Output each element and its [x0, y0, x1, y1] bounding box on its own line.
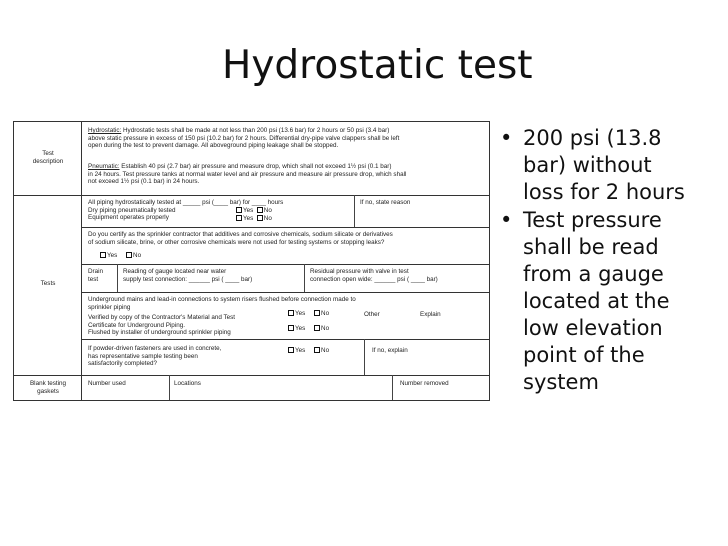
checkbox [100, 252, 106, 258]
bullet-line: 200 psi (13.8 [523, 126, 662, 150]
checkbox [288, 325, 294, 331]
checkbox [288, 310, 294, 316]
checkbox [257, 207, 263, 213]
bullet-item [496, 207, 726, 396]
verified-text: Verified by copy of the Contractor's Material and Test Certificate for Underground Piping. Flushed by installer of underground sprinkler piping [88, 314, 236, 337]
checkbox [126, 252, 132, 258]
slide-title: Hydrostatic test [222, 43, 533, 88]
other-label: Other [364, 311, 380, 318]
checkbox [236, 207, 242, 213]
fasteners-text: If powder-driven fasteners are used in concrete, has representative sample testing been satisfactorily completed? [88, 345, 222, 368]
bullet-dot-icon: • [500, 126, 513, 150]
certify-text: Do you certify as the sprinkler contractor that additives and corrosive chemicals, sodium silicate or derivatives of sodium silicate, brine, or other corrosive chemicals were not used for testing systems or stopping leaks? [88, 231, 393, 246]
divider [82, 292, 489, 293]
bullet-line: located at the [523, 289, 670, 313]
checkbox-group: Yes No Yes No [236, 207, 272, 222]
drain-test-label: Drain test [88, 268, 104, 283]
number-used-label: Number used [88, 380, 126, 387]
bullet-dot-icon: • [500, 208, 513, 232]
divider [364, 339, 365, 375]
divider [354, 195, 355, 227]
checkbox [257, 215, 263, 221]
hydrostatic-description: Hydrostatic: Hydrostatic tests shall be made at not less than 200 psi (13.6 bar) for 2 hours or 50 psi (3.4 bar) above static pressure in excess of 150 psi (10.2 bar) for 2 hours. Differential dry-pipe valve clappers shall be left open during the test to prevent damage. All aboveground piping leakage shall be stopped. [88, 127, 400, 150]
divider [14, 195, 489, 196]
checkbox [288, 347, 294, 353]
bullet-line: bar) without [523, 153, 652, 177]
divider [82, 264, 489, 265]
divider [82, 227, 489, 228]
piping-tested-text: All piping hydrostatically tested at _____ psi (____ bar) for ____ hours Dry piping pneumatically tested Equipment operates properly [88, 199, 284, 222]
pneumatic-description: Pneumatic: Establish 40 psi (2.7 bar) air pressure and measure drop, which shall not exceed 1½ psi (0.1 bar) in 24 hours. Test pressure tanks at normal water level and air pressure and measure air pressure drop, which shall not exceed 1½ psi (0.1 bar) in 24 hours. [88, 163, 407, 186]
bullet-line: shall be read [523, 235, 659, 259]
checkbox-group: Yes No [100, 252, 141, 260]
divider [169, 375, 170, 400]
checkbox-group: Yes No Yes No [288, 310, 329, 333]
divider [117, 264, 118, 292]
bullet-line: point of the [523, 343, 645, 367]
underground-mains-text: Underground mains and lead-in connections to system risers flushed before connection made to sprinkler piping [88, 296, 356, 311]
label-blank-gaskets: Blank testing gaskets [29, 380, 67, 395]
divider [392, 375, 393, 400]
residual-pressure-text: Residual pressure with valve in test connection open wide: ______ psi ( ____ bar) [310, 268, 438, 283]
label-tests: Tests [40, 280, 56, 287]
bullet-line: loss for 2 hours [523, 180, 685, 204]
checkbox [236, 215, 242, 221]
bullet-line: Test pressure [523, 208, 662, 232]
bullet-list [496, 125, 726, 397]
checkbox [314, 347, 320, 353]
test-form-image [13, 121, 490, 401]
checkbox [314, 310, 320, 316]
explain-label: Explain [420, 311, 441, 318]
checkbox [314, 325, 320, 331]
locations-label: Locations [174, 380, 201, 387]
explain-label: If no, explain [372, 347, 408, 354]
bullet-line: low elevation [523, 316, 663, 340]
state-reason-label: If no, state reason [360, 199, 411, 206]
divider [82, 339, 489, 340]
divider [14, 375, 489, 376]
divider [304, 264, 305, 292]
number-removed-label: Number removed [400, 380, 449, 387]
bullet-line: system [523, 370, 599, 394]
bullet-line: from a gauge [523, 262, 664, 286]
gauge-reading-text: Reading of gauge located near water supply test connection: ______ psi ( ____ bar) [123, 268, 253, 283]
checkbox-group: Yes No [288, 347, 329, 355]
label-test-description: Test description [32, 150, 64, 165]
bullet-item [496, 125, 726, 206]
